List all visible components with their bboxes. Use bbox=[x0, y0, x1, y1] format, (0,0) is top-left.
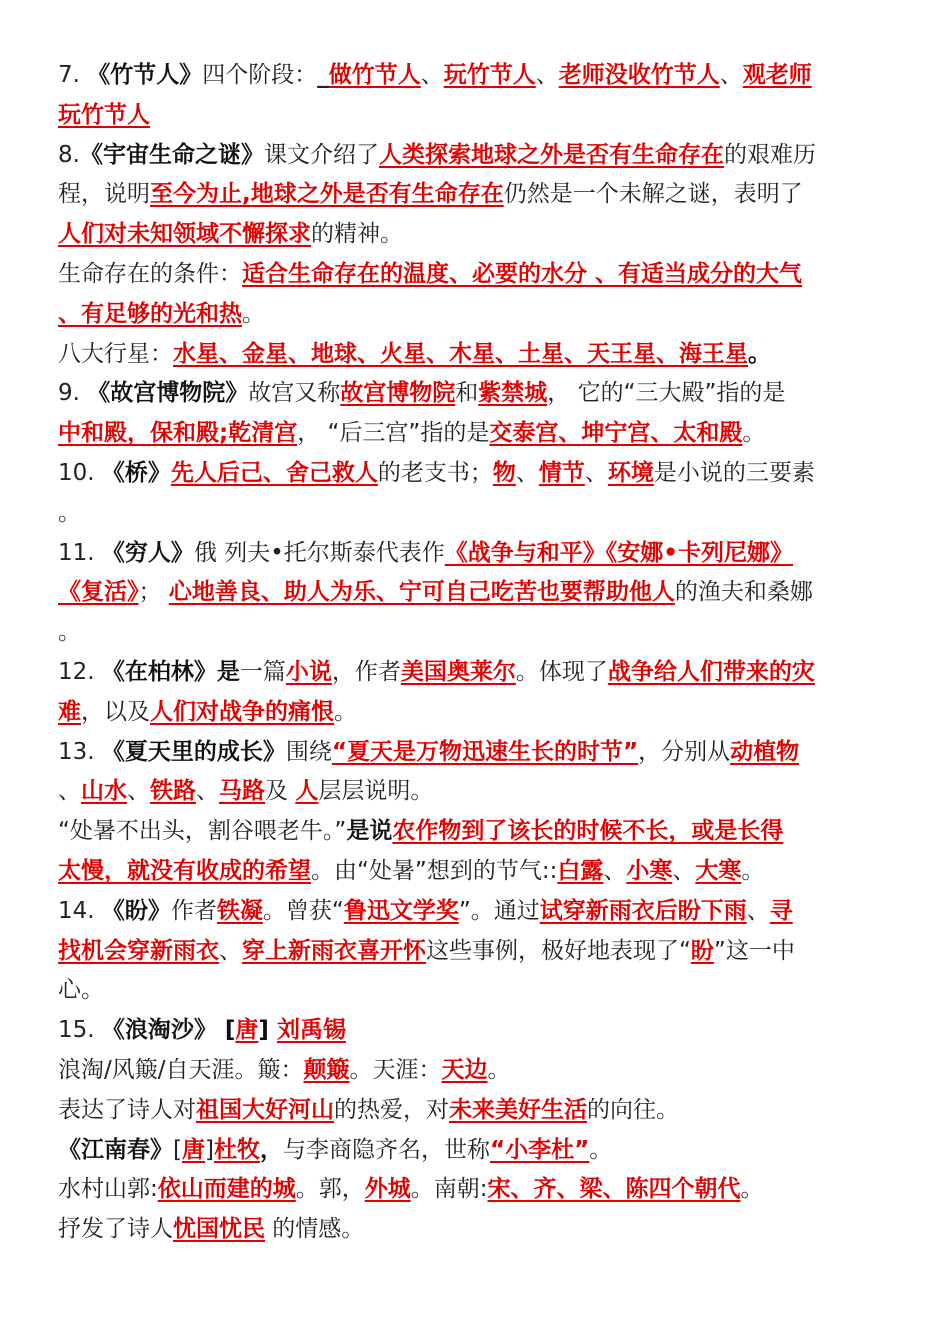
note-line bbox=[58, 1051, 894, 1091]
plain-text: 。 bbox=[742, 420, 766, 447]
answer-text: 鲁迅文学奖 bbox=[343, 897, 459, 924]
plain-text: 的精神。 bbox=[311, 221, 403, 248]
plain-text: 。 bbox=[741, 857, 765, 884]
plain-text: 12. bbox=[58, 658, 102, 685]
answer-text: 试穿新雨衣后盼下雨 bbox=[539, 897, 747, 924]
answer-text: 小寒 bbox=[626, 857, 673, 884]
answer-text: 玩竹节人 bbox=[443, 62, 536, 88]
bold-text: 《宇宙生命之谜》 bbox=[79, 141, 264, 168]
answer-text: 《复活》 bbox=[58, 579, 139, 606]
bold-text: 《穷人》 bbox=[101, 539, 194, 566]
plain-text: 生命存在的条件： bbox=[58, 260, 242, 287]
answer-text: 人们对战争的痛恨 bbox=[150, 698, 334, 725]
note-line bbox=[58, 175, 894, 215]
plain-text: 14. bbox=[58, 897, 102, 924]
answer-text: 先人后己、舍己救人 bbox=[170, 459, 378, 486]
plain-text: 。天涯： bbox=[349, 1056, 442, 1083]
answer-text: 依山而建的城 bbox=[157, 1176, 296, 1203]
plain-text: 13. bbox=[58, 738, 102, 765]
plain-text: [ bbox=[173, 1136, 182, 1163]
plain-text: 水村山郭: bbox=[58, 1176, 158, 1203]
plain-text: 。 bbox=[589, 1136, 613, 1163]
plain-text: 。体现了 bbox=[515, 658, 608, 685]
plain-text: 9. bbox=[58, 380, 88, 407]
note-line bbox=[58, 932, 894, 972]
answer-text: 水星、金星、地球、火星、木星、土星、天王星、海王星 bbox=[173, 340, 748, 367]
answer-text: 人类探索地球之外是否有生命存在 bbox=[378, 141, 724, 168]
plain-text: 。郭， bbox=[295, 1176, 365, 1203]
plain-text: 、 bbox=[127, 778, 150, 805]
bold-text: ， bbox=[259, 1136, 283, 1163]
note-line bbox=[58, 56, 894, 96]
answer-text: 心地善良、助人为乐、宁可自己吃苦也要帮助他人 bbox=[168, 579, 675, 606]
answer-text: “小李杜” bbox=[489, 1136, 590, 1163]
note-line bbox=[58, 1210, 894, 1250]
answer-text: 故宫博物院 bbox=[340, 380, 456, 407]
answer-text: 未来美好生活 bbox=[449, 1096, 587, 1123]
note-line bbox=[58, 693, 894, 733]
answer-text: “夏天是万物迅速生长的时节” bbox=[331, 738, 639, 765]
bold-text: 《在柏林》是 bbox=[101, 658, 240, 685]
plain-text: 的渔夫和桑娜 bbox=[674, 579, 813, 606]
plain-text: ] bbox=[204, 1136, 214, 1163]
plain-text: 故宫又称 bbox=[248, 380, 341, 407]
plain-text: 的艰难历 bbox=[723, 141, 816, 168]
note-line bbox=[58, 255, 894, 295]
plain-text: 。 bbox=[58, 619, 81, 646]
answer-text: 唐 bbox=[181, 1136, 205, 1163]
answer-text: 祖国大好河山 bbox=[196, 1096, 334, 1123]
plain-text: 。 bbox=[58, 499, 81, 526]
plain-text: 程，说明 bbox=[58, 181, 150, 208]
plain-text: 、 bbox=[196, 778, 219, 805]
plain-text: 。 bbox=[242, 300, 265, 327]
plain-text: 的老支书； bbox=[377, 459, 493, 486]
plain-text: ”这一中 bbox=[713, 937, 795, 964]
note-line bbox=[58, 494, 894, 534]
note-line bbox=[58, 414, 894, 454]
answer-text: 外城 bbox=[364, 1176, 411, 1203]
plain-text: 俄 列夫•托尔斯泰代表作 bbox=[193, 539, 445, 566]
plain-text: 心。 bbox=[58, 977, 104, 1004]
plain-text: 和 bbox=[455, 380, 479, 407]
answer-text: 人们对未知领域不懈探求 bbox=[58, 221, 311, 248]
plain-text: 浪淘/风簸/自天涯。簸： bbox=[58, 1056, 304, 1083]
plain-text: 、 bbox=[672, 857, 696, 884]
bold-text: 《江南春》 bbox=[58, 1136, 173, 1163]
answer-text: 紫禁城 bbox=[478, 380, 548, 407]
plain-text: 的向往。 bbox=[587, 1096, 679, 1123]
plain-text: 、 bbox=[584, 459, 608, 486]
bold-text: ] bbox=[258, 1017, 277, 1044]
note-line bbox=[58, 852, 894, 892]
answer-text: 宋、齐、梁、陈四个朝代 bbox=[487, 1176, 741, 1203]
answer-text: 天边 bbox=[441, 1056, 488, 1083]
plain-text: ， “后三宫”指的是 bbox=[297, 420, 490, 447]
plain-text: 、 bbox=[420, 62, 444, 88]
answer-text: 农作物到了该长的时候不长，或是长得 bbox=[392, 818, 784, 845]
answer-text: 中和殿，保和殿;乾清宫 bbox=[58, 420, 298, 447]
answer-text: 山水 bbox=[81, 778, 127, 805]
plain-text: 八大行星： bbox=[58, 340, 173, 367]
plain-text: ，以及 bbox=[81, 698, 150, 725]
plain-text: ”。通过 bbox=[458, 897, 540, 924]
answer-text: 至今为止,地球之外是否有生命存在 bbox=[150, 181, 504, 208]
plain-text: 围绕 bbox=[285, 738, 332, 765]
answer-text: 环境 bbox=[607, 459, 654, 486]
plain-text: 11. bbox=[58, 539, 102, 566]
plain-text: “处暑不出头，割谷喂老牛。” bbox=[58, 818, 347, 845]
plain-text: 这些事例，极好地表现了“ bbox=[426, 937, 691, 964]
note-line bbox=[58, 454, 894, 494]
answer-text: 人 bbox=[295, 778, 319, 805]
plain-text: 层层说明。 bbox=[318, 778, 434, 805]
note-line bbox=[58, 971, 894, 1011]
note-line bbox=[58, 1170, 894, 1210]
plain-text: 。 bbox=[487, 1056, 511, 1083]
note-line bbox=[58, 1011, 894, 1051]
answer-text: 适合生命存在的温度、必要的水分 、有适当成分的大气 bbox=[242, 260, 803, 287]
note-line bbox=[58, 653, 894, 693]
note-line bbox=[58, 96, 894, 136]
answer-text: 物 bbox=[492, 459, 516, 486]
note-line bbox=[58, 215, 894, 255]
answer-text: 交泰宫、坤宁宫、太和殿 bbox=[489, 420, 743, 447]
answer-text: 盼 bbox=[690, 937, 714, 964]
note-line bbox=[58, 733, 894, 773]
answer-text: 铁路 bbox=[150, 778, 196, 805]
bold-text: 《桥》 bbox=[101, 459, 171, 486]
plain-text: 表达了诗人对 bbox=[58, 1096, 196, 1123]
plain-text: 、 bbox=[719, 62, 743, 88]
plain-text: 8. bbox=[58, 141, 80, 168]
answer-text: 白露 bbox=[557, 857, 604, 884]
note-line bbox=[58, 136, 894, 176]
plain-text: ，作者 bbox=[331, 658, 401, 685]
note-line bbox=[58, 374, 894, 414]
bold-text: 《故宫博物院》 bbox=[87, 380, 249, 407]
note-line bbox=[58, 772, 894, 812]
note-line bbox=[58, 573, 894, 613]
answer-text: 玩竹节人 bbox=[58, 101, 150, 128]
answer-text: 颠簸 bbox=[303, 1056, 350, 1083]
plain-text: 四个阶段： bbox=[202, 62, 318, 88]
plain-text: 。 bbox=[740, 1176, 764, 1203]
plain-text: 。 bbox=[334, 698, 357, 725]
plain-text: 、 bbox=[58, 778, 81, 805]
note-line bbox=[58, 534, 894, 574]
answer-text: 美国奥莱尔 bbox=[400, 658, 516, 685]
answer-text: 动植物 bbox=[730, 738, 800, 765]
plain-text: 。由“处暑”想到的节气:: bbox=[311, 857, 558, 884]
answer-text: 找机会穿新雨衣 bbox=[58, 937, 219, 964]
plain-text: 、 bbox=[515, 459, 539, 486]
plain-text: ，分别从 bbox=[638, 738, 731, 765]
plain-text: 课文介绍了 bbox=[263, 141, 379, 168]
answer-text: 老师没收竹节人 bbox=[558, 62, 720, 88]
plain-text: ， 它的“三大殿”指的是 bbox=[547, 380, 786, 407]
answer-text: 寻 bbox=[769, 897, 793, 924]
bold-text: 《浪淘沙》 [ bbox=[101, 1017, 236, 1044]
blank-underline: _ bbox=[317, 62, 329, 88]
answer-text: 唐 bbox=[235, 1017, 259, 1044]
note-line bbox=[58, 892, 894, 932]
answer-text: 做竹节人 bbox=[328, 62, 421, 88]
bold-text: 。 bbox=[748, 340, 771, 367]
plain-text: 。曾获“ bbox=[262, 897, 344, 924]
answer-text: 铁凝 bbox=[216, 897, 263, 924]
answer-text: 太慢，就没有收成的希望 bbox=[58, 857, 311, 884]
plain-text: 、 bbox=[603, 857, 627, 884]
note-line bbox=[58, 295, 894, 335]
plain-text: 及 bbox=[265, 778, 296, 805]
plain-text: 10. bbox=[58, 459, 102, 486]
answer-text: 杜牧 bbox=[213, 1136, 260, 1163]
plain-text: 一篇 bbox=[239, 658, 286, 685]
bold-text: 《夏天里的成长》 bbox=[101, 738, 286, 765]
answer-text: 刘禹锡 bbox=[276, 1017, 346, 1044]
answer-text: 小说 bbox=[285, 658, 332, 685]
bold-text: 是说 bbox=[346, 818, 393, 845]
plain-text: 15. bbox=[58, 1017, 102, 1044]
plain-text: 与李商隐齐名，世称 bbox=[282, 1136, 490, 1163]
plain-text: 、 bbox=[535, 62, 559, 88]
note-line bbox=[58, 1131, 894, 1171]
plain-text: ； bbox=[138, 579, 169, 606]
plain-text: 作者 bbox=[170, 897, 217, 924]
answer-text: 穿上新雨衣喜开怀 bbox=[242, 937, 426, 964]
answer-text: 难 bbox=[58, 698, 81, 725]
answer-text: 忧国忧民 bbox=[173, 1216, 265, 1243]
note-line bbox=[58, 812, 894, 852]
bold-text: 《竹节人》 bbox=[87, 62, 203, 88]
plain-text: 的热爱，对 bbox=[334, 1096, 449, 1123]
bold-text: 《盼》 bbox=[101, 897, 171, 924]
note-line bbox=[58, 613, 894, 653]
plain-text: 的情感。 bbox=[265, 1216, 365, 1243]
answer-text: 大寒 bbox=[695, 857, 742, 884]
answer-text: 情节 bbox=[538, 459, 585, 486]
plain-text: 7. bbox=[58, 62, 88, 88]
answer-text: 马路 bbox=[219, 778, 265, 805]
notes-content bbox=[58, 56, 894, 1250]
plain-text: 是小说的三要素 bbox=[653, 459, 815, 486]
plain-text: 、 bbox=[746, 897, 770, 924]
answer-text: 观老师 bbox=[742, 62, 812, 88]
plain-text: 、 bbox=[219, 937, 242, 964]
plain-text: 。南朝: bbox=[410, 1176, 488, 1203]
note-line bbox=[58, 1091, 894, 1131]
answer-text: 战争给人们带来的灾 bbox=[607, 658, 815, 685]
answer-text: 《战争与和平》《安娜•卡列尼娜》 bbox=[444, 539, 793, 566]
plain-text: 仍然是一个未解之谜，表明了 bbox=[503, 181, 803, 208]
answer-text: 、有足够的光和热 bbox=[58, 300, 242, 327]
plain-text: 抒发了诗人 bbox=[58, 1216, 173, 1243]
note-line bbox=[58, 335, 894, 375]
